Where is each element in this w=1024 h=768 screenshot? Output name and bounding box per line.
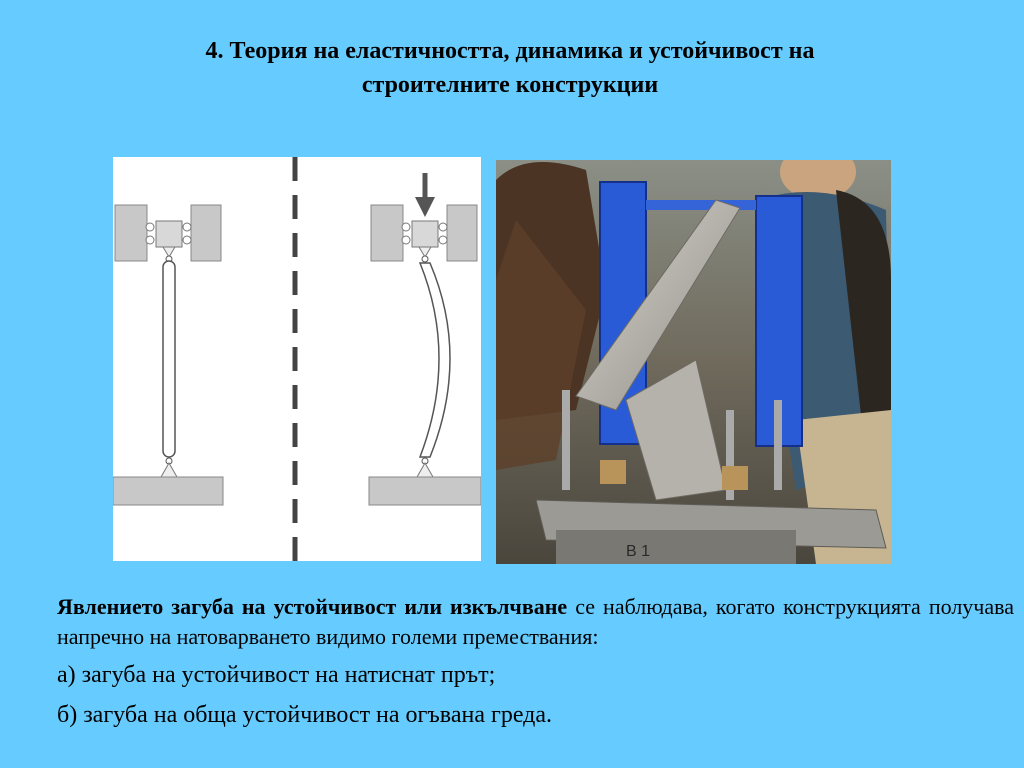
cart-base bbox=[556, 530, 796, 564]
description-block bbox=[57, 592, 1014, 732]
ground-base bbox=[369, 477, 481, 505]
top-cap-block bbox=[156, 221, 182, 247]
intro-paragraph bbox=[57, 592, 1014, 652]
brass-nut bbox=[722, 466, 748, 490]
roller-circle bbox=[439, 236, 447, 244]
straight-bar bbox=[163, 261, 175, 457]
cart-marking: B 1 bbox=[626, 543, 651, 560]
left-support-block bbox=[371, 205, 403, 261]
slide-title-line-1: 4. Теория на еластичността, динамика и устойчивост на bbox=[205, 38, 815, 64]
buckled-column-figure bbox=[369, 173, 481, 505]
left-support-block bbox=[115, 205, 147, 261]
ground-base bbox=[113, 477, 223, 505]
bottom-hinge bbox=[161, 463, 177, 477]
threaded-rod bbox=[774, 400, 782, 490]
photo-svg bbox=[496, 160, 891, 564]
roller-circle bbox=[183, 223, 191, 231]
right-support-block bbox=[447, 205, 477, 261]
threaded-rod bbox=[562, 390, 570, 490]
roller-circle bbox=[146, 223, 154, 231]
top-pin bbox=[422, 256, 428, 262]
list-item-a: а) загуба на устойчивост на натиснат прът; bbox=[57, 662, 496, 688]
right-support-block bbox=[191, 205, 221, 261]
roller-circle bbox=[402, 236, 410, 244]
straight-column-figure bbox=[113, 205, 223, 505]
intro-rest-text: се наблюдава, когато конструкцията получава напречно на натоварването видимо големи премествания: bbox=[57, 594, 1014, 649]
column-buckling-diagram bbox=[113, 157, 481, 561]
top-cap-block bbox=[412, 221, 438, 247]
bottom-hinge bbox=[417, 463, 433, 477]
intro-bold-text: Явлението загуба на устойчивост или изкълчване bbox=[57, 594, 568, 619]
brass-nut bbox=[600, 460, 626, 484]
load-arrow-icon bbox=[415, 197, 435, 217]
diagram-svg bbox=[113, 157, 481, 561]
slide-title bbox=[100, 34, 920, 102]
slide-title-line-2: строителните конструкции bbox=[361, 72, 659, 98]
roller-circle bbox=[146, 236, 154, 244]
roller-circle bbox=[402, 223, 410, 231]
list-item-b: б) загуба на обща устойчивост на огъвана греда. bbox=[57, 702, 553, 728]
beam-buckling-test-photo bbox=[496, 160, 891, 564]
buckled-bar bbox=[420, 263, 450, 457]
roller-circle bbox=[439, 223, 447, 231]
roller-circle bbox=[183, 236, 191, 244]
